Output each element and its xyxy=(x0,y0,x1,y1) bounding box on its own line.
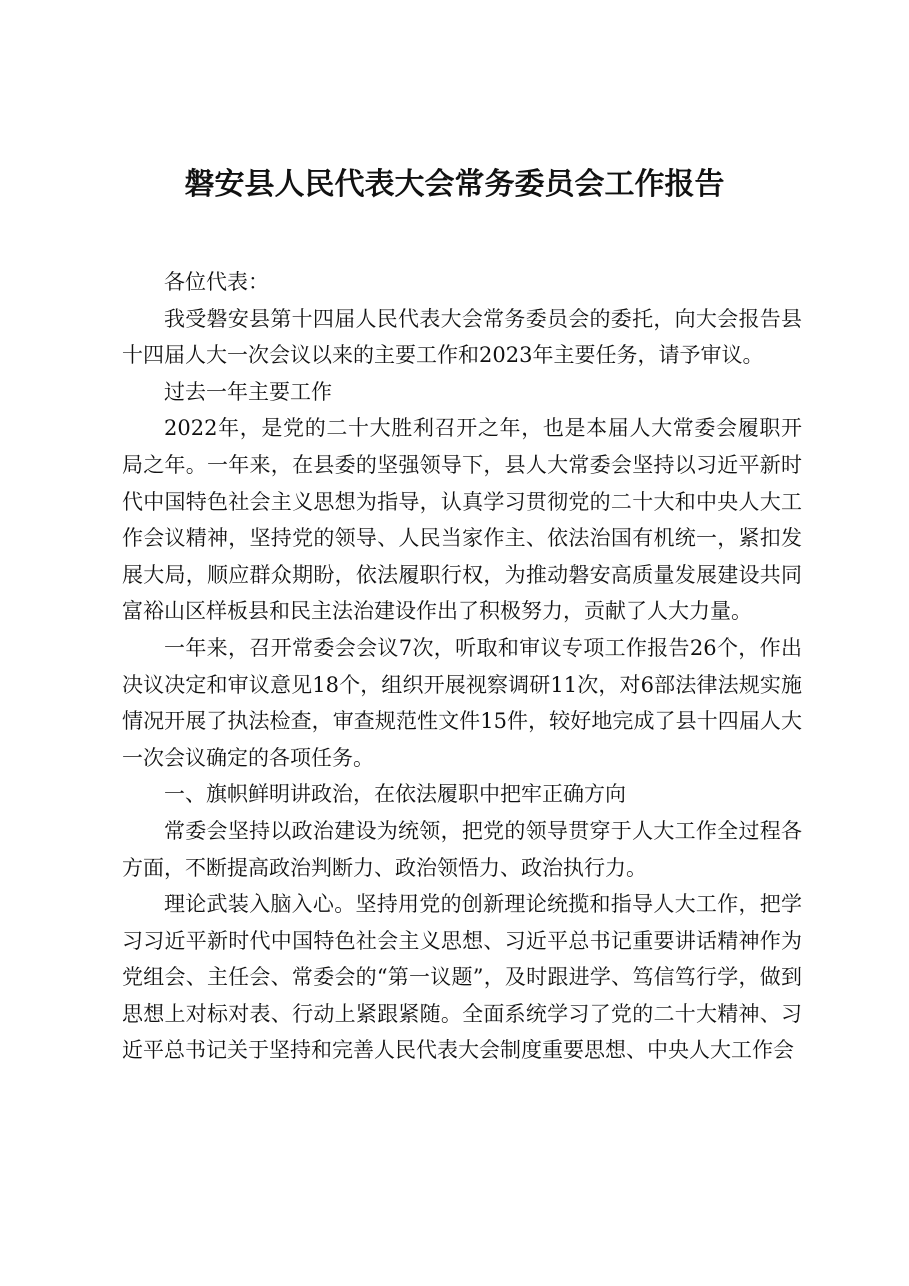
politics-paragraph: 常委会坚持以政治建设为统领，把党的领导贯穿于人大工作全过程各方面，不断提高政治判断力、政治领悟力、政治执行力。 xyxy=(122,818,802,880)
document-title: 磐安县人民代表大会常务委员会工作报告 xyxy=(184,167,725,202)
salutation-paragraph: 各位代表： xyxy=(164,270,269,294)
statistics-paragraph: 一年来，召开常委会会议7次，听取和审议专项工作报告26个，作出决议决定和审议意见18个，组织开展视察调研11次，对6部法律法规实施情况开展了执法检查，审查规范性文件15件，较好地完成了县十四届人大一次会议确定的各项任务。 xyxy=(122,635,802,770)
opening-paragraph: 我受磐安县第十四届人民代表大会常务委员会的委托，向大会报告县十四届人大一次会议以来的主要工作和2023年主要任务，请予审议。 xyxy=(122,306,802,368)
document-body xyxy=(122,264,802,1069)
section-heading-past-year: 过去一年主要工作 xyxy=(164,379,332,404)
overview-paragraph: 2022年，是党的二十大胜利召开之年，也是本届人大常委会履职开局之年。一年来，在县委的坚强领导下，县人大常委会坚持以习近平新时代中国特色社会主义思想为指导，认真学习贯彻党的二十大和中央人大工作会议精神，坚持党的领导、人民当家作主、依法治国有机统一，紧扣发展大局，顺应群众期盼，依法履职行权，为推动磐安高质量发展建设共同富裕山区样板县和民主法治建设作出了积极努力，贡献了人大力量。 xyxy=(122,416,802,624)
theory-paragraph: 理论武装入脑入心。坚持用党的创新理论统揽和指导人大工作，把学习习近平新时代中国特色社会主义思想、习近平总书记重要讲话精神作为党组会、主任会、常委会的“第一议题”，及时跟进学、笃信笃行学，做到思想上对标对表、行动上紧跟紧随。全面系统学习了党的二十大精神、习近平总书记关于坚持和完善人民代表大会制度重要思想、中央人大工作会 xyxy=(122,892,802,1063)
section-heading-politics: 一、旗帜鲜明讲政治，在依法履职中把牢正确方向 xyxy=(164,782,626,807)
